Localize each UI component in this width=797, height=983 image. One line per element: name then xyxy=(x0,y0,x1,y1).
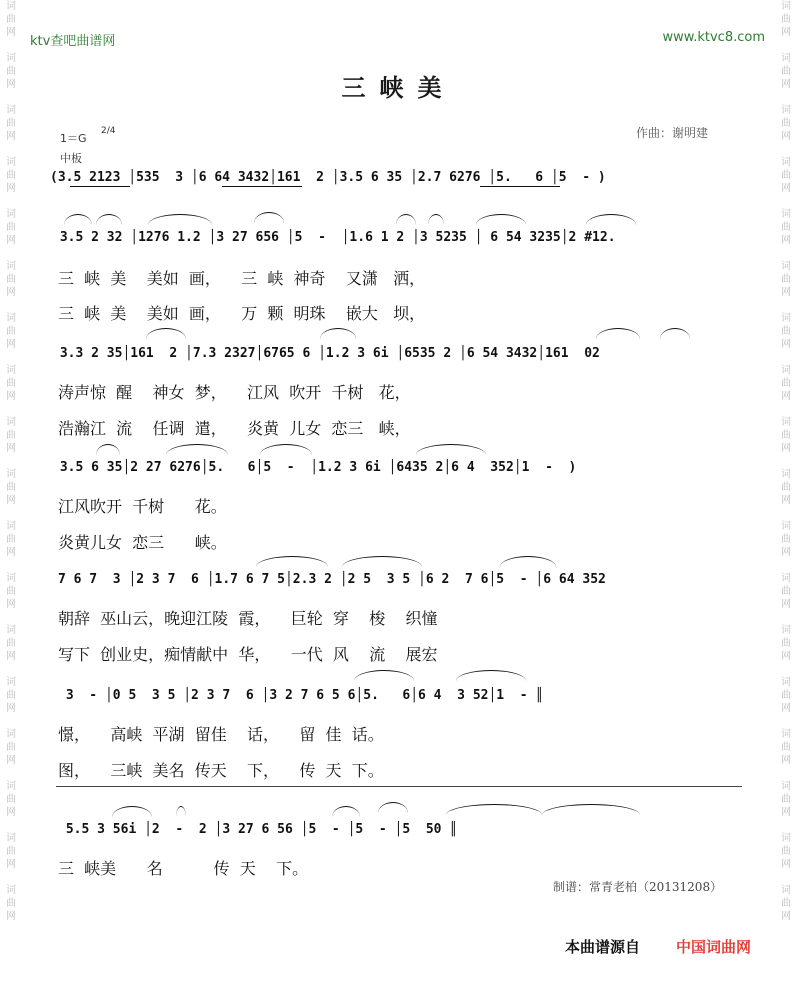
lyric-row-3-verse-2: 浩瀚江 流 任调 遣， 炎黄 儿女 恋三 峡， xyxy=(58,419,411,438)
slur xyxy=(542,804,640,815)
song-title: 三峡美 xyxy=(341,74,456,102)
slur xyxy=(446,804,542,815)
lyric-row-6-verse-1: 憬， 高峡 平湖 留佳 话， 留 佳 话。 xyxy=(58,725,384,744)
slur xyxy=(660,328,690,339)
score-row-7: 5.5 3 56i │2 - 2 │3 27 6 56 │5 - │5 - │5 50 ║ xyxy=(58,822,458,837)
lyric-row-7: 三 峡美 名 传 天 下。 xyxy=(58,859,309,878)
slur xyxy=(64,214,92,225)
key-signature: 1＝G xyxy=(60,132,87,145)
site-url-right[interactable]: www.ktvc8.com xyxy=(662,30,765,45)
lyric-row-3-verse-1: 涛声惊 醒 神女 梦， 江风 吹开 千树 花， xyxy=(58,383,411,402)
slur xyxy=(354,670,414,681)
beam xyxy=(480,186,560,187)
lyric-row-5-verse-2: 写下 创业史，痴情献中 华， 一代 风 流 展宏 xyxy=(58,645,438,664)
slur xyxy=(260,444,312,455)
watermark-left: 词 曲 网 词 曲 网 词 曲 网 词 曲 网 词 曲 网 词 曲 网 词 曲 网 词 曲 网 词 曲 网 词 曲 网 词 曲 网 词 曲 网 词 曲 网 词 曲 网 词 曲 网 词 曲 网 词 曲 网 词 曲 网 xyxy=(6,1,16,922)
lyric-row-2-verse-2: 三 峡 美 美如 画， 万 颗 明珠 嵌大 坝， xyxy=(58,304,426,323)
slur xyxy=(586,214,636,225)
lyric-row-5-verse-1: 朝辞 巫山云，晚迎江陵 霞， 巨轮 穿 梭 织憧 xyxy=(58,609,438,628)
slur xyxy=(378,802,408,813)
slur xyxy=(256,556,328,567)
score-row-5: 7 6 7 3 │2 3 7 6 │1.7 6 7 5│2.3 2 │2 5 3 5 │6 2 7 6│5 - │6 64 352 xyxy=(58,572,606,587)
slur xyxy=(332,806,360,817)
score-row-3: 3.3 2 35│161 2 │7.3 2327│6765 6 │1.2 3 6i │6535 2 │6 54 3432│161 02 xyxy=(52,346,600,361)
slur xyxy=(148,214,212,225)
score-row-6: 3 - │0 5 3 5 │2 3 7 6 │3 2 7 6 5 6│5. 6│6 4 3 52│1 - ║ xyxy=(58,688,544,703)
slur xyxy=(176,806,186,817)
lyric-row-6-verse-2: 图， 三峡 美名 传天 下， 传 天 下。 xyxy=(58,761,384,780)
slur xyxy=(476,214,526,225)
slur xyxy=(166,444,228,455)
slur xyxy=(96,214,122,225)
score-row-4: 3.5 6 35│2 27 6276│5. 6│5 - │1.2 3 6i │6435 2│6 4 352│1 - ) xyxy=(52,460,577,475)
tempo-marking: 中板 xyxy=(60,152,82,165)
score-row-2: 3.5 2 32 │1276 1.2 │3 27 656 │5 - │1.6 1 2 │3 5235 │ 6 54 3235│2 #12. xyxy=(52,230,616,245)
slur xyxy=(112,806,152,817)
transcriber-credit: 制谱：常青老柏（20131208） xyxy=(553,880,723,894)
slur xyxy=(320,328,356,339)
time-signature: 2/4 xyxy=(101,126,116,136)
watermark-right: 词 曲 网 词 曲 网 词 曲 网 词 曲 网 词 曲 网 词 曲 网 词 曲 网 词 曲 网 词 曲 网 词 曲 网 词 曲 网 词 曲 网 词 曲 网 词 曲 网 词 曲 网 词 曲 网 词 曲 网 词 曲 网 xyxy=(781,1,791,922)
site-name-left[interactable]: ktv查吧曲谱网 xyxy=(30,34,116,49)
slur xyxy=(146,328,186,339)
lyric-row-2-verse-1: 三 峡 美 美如 画， 三 峡 神奇 又潇 洒， xyxy=(58,269,426,288)
slur xyxy=(456,670,526,681)
score-row-1: (3.5 2123 │535 3 │6 64 3432│161 2 │3.5 6 35 │2.7 6276 │5. 6 │5 - ) xyxy=(50,170,606,185)
slur xyxy=(428,214,444,225)
section-rule xyxy=(56,786,742,787)
slur xyxy=(500,556,556,567)
slur xyxy=(254,212,284,223)
beam xyxy=(70,186,130,187)
source-label: 本曲谱源自 xyxy=(565,938,641,956)
slur xyxy=(342,556,422,567)
slur xyxy=(596,328,640,339)
composer-credit: 作曲：谢明建 xyxy=(636,126,709,140)
lyric-row-4-verse-1: 江风吹开 千树 花。 xyxy=(58,497,227,516)
slur xyxy=(416,444,486,455)
slur xyxy=(396,214,416,225)
source-site-link[interactable]: 中国词曲网 xyxy=(676,938,752,956)
slur xyxy=(96,444,120,455)
beam xyxy=(222,186,302,187)
lyric-row-4-verse-2: 炎黄儿女 恋三 峡。 xyxy=(58,533,227,552)
